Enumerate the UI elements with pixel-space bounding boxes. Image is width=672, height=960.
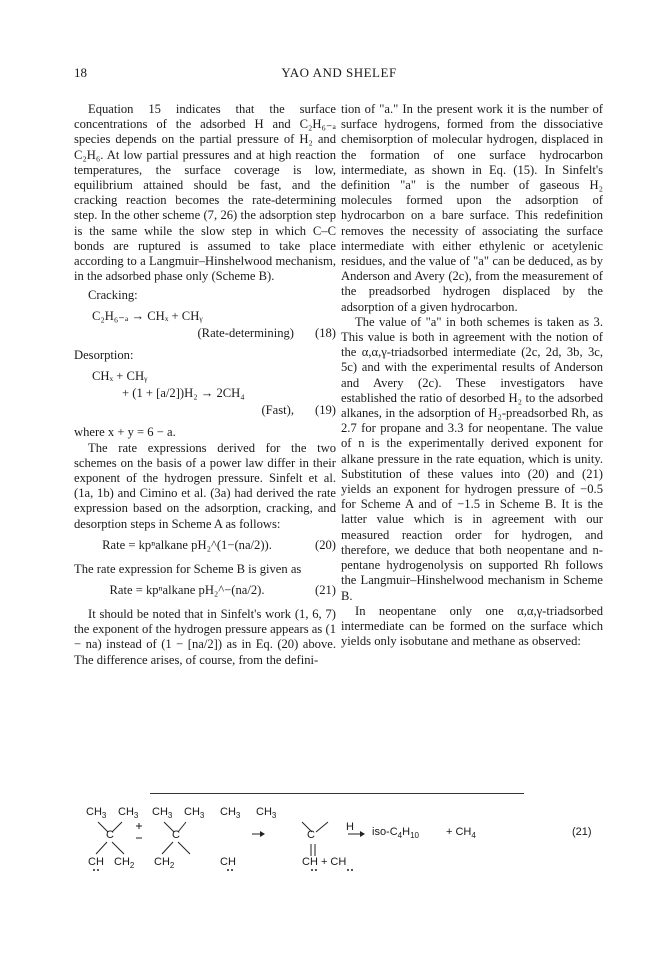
equation-18-line1: C₂H₆₋ₐ → CHₓ + CHᵧ: [92, 308, 203, 323]
where-clause: where x + y = 6 − a.: [74, 425, 176, 440]
divider-rule: [150, 793, 524, 794]
equation-number: (18): [315, 325, 336, 340]
equation-21: [74, 583, 336, 601]
equation-number: (21): [315, 583, 336, 598]
product-isobutane: iso-$C_4H_{10}$: [372, 826, 419, 841]
equation-19: [74, 403, 336, 421]
paragraph: The rate expression for Scheme B is given as: [74, 561, 302, 576]
surface-ch2-group: $CH_2$: [114, 856, 135, 871]
surface-ch2-group: $CH_2$: [154, 856, 175, 871]
equation-20: [74, 538, 336, 556]
surface-ch-group: CH: [88, 856, 104, 868]
quaternary-carbon: C: [106, 829, 114, 841]
right-column: [341, 102, 603, 649]
equation-20-body: Rate = kpⁿalkane pH₂^(1−(na/2)).: [102, 537, 272, 552]
page-number: 18: [74, 65, 87, 80]
equation-21-body: Rate = kpⁿalkane pH₂^−(na/2).: [109, 583, 265, 598]
surface-ch-pair: CH + CH: [302, 856, 347, 868]
hydrogen-label: H: [346, 821, 354, 833]
left-column: [74, 102, 336, 668]
surface-ch-group: CH: [220, 856, 236, 868]
methyl-group: $CH_3$: [86, 806, 107, 821]
reaction-scheme: [74, 798, 614, 878]
equation-19-line1: CHₓ + CHᵧ: [92, 369, 148, 384]
quaternary-carbon: C: [172, 829, 180, 841]
paragraph: tion of "a." In the present work it is the number of surface hydrogens, formed from the dissociative chemisorption of molecular hydrogen, displaced in the formation of one surface hydrocarbon intermediate, as shown in Eq. (15). In Sinfelt's definition "a" is the number of gaseous H₂ molecules formed upon the adsorption of hydrocarbon on a bare surface. This redefinition removes the necessity of associating the surface intermediate with either ethylenic or acetylenic residues, and the value of "a" can be deduced, as by Anderson and Avery (2c), from the measurement of the preadsorbed hydrogen displaced by the adsorption of a given hydrocarbon.: [341, 102, 603, 314]
equation-number: (19): [315, 403, 336, 418]
paragraph: The value of "a" in both schemes is taken as 3. This value is both in agreement with the notion of the α,α,γ-triadsorbed intermediate (2c, 2d, 3b, 3c, 5c) and with the experimental results of Anderson and Avery (2c). These investigators have established the ratio of desorbed H₂ to the adsorbed alkanes, in the adsorption of H₂-preadsorbed Rh, as 2.7 for propane and 3.3 for neopentane. The value of n is the experimentally derived exponent for alkane pressure in the rate equation, which is unity. Substitution of these values into (20) and (21) yields an exponent for hydrogen pressure of −0.5 for Scheme A and of −1.5 in Scheme B. It is the latter value which is in agreement with our measured reaction order for hydrogen, and therefore, we deduce that both neopentane and n-pentane hydrogenolysis on supported Rh follows the Langmuir–Hinshelwood mechanism in Scheme B.: [341, 314, 603, 603]
methyl-group: $CH_3$: [220, 806, 241, 821]
running-head: YAO AND SHELEF: [281, 65, 397, 80]
paragraph: In neopentane only one α,α,γ-triadsorbed intermediate can be formed on the surface which yields only isobutane and methane as observed:: [341, 603, 603, 649]
methyl-group: $CH_3$: [118, 806, 139, 821]
paragraph: It should be noted that in Sinfelt's work (1, 6, 7) the exponent of the hydrogen pressure appears as (1 − na) instead of (1 − [na/2]) as in Eq. (20) above. The difference arises, of course, from the defini-: [74, 607, 336, 667]
desorption-label: Desorption:: [74, 347, 134, 362]
methyl-group: $CH_3$: [184, 806, 205, 821]
quaternary-carbon: C: [307, 829, 315, 841]
equation-number: (20): [315, 537, 336, 552]
page-header: [74, 65, 604, 83]
methyl-group: $CH_3$: [256, 806, 277, 821]
equation-18: [74, 326, 336, 344]
equation-number: (21): [572, 826, 592, 838]
product-methane: + $CH_4$: [446, 826, 476, 841]
paragraph: Equation 15 indicates that the surface concentrations of the adsorbed H and C₂H₆₋ₐ species depends on the partial pressure of H₂ and C₂H₆. At low partial pressures and at high reaction temperatures, the surface coverage is low, equilibrium attained should be fast, and the cracking reaction becomes the rate-determining step. In the other scheme (7, 26) the adsorption step is the same while the slow step in which C–C bonds are ruptured is assumed to take place according to a Langmuir–Hinshelwood mechanism, in the adsorbed phase only (Scheme B).: [74, 102, 336, 284]
equation-19-line2: + (1 + [a/2])H₂ → 2CH₄: [122, 386, 245, 401]
equation-18-condition: (Rate-determining): [197, 325, 294, 340]
equation-19-condition: (Fast),: [261, 403, 294, 418]
cracking-label: Cracking:: [88, 288, 138, 303]
methyl-group: $CH_3$: [152, 806, 173, 821]
paragraph: The rate expressions derived for the two schemes on the basis of a power law differ in their exponent of the hydrogen pressure. Sinfelt et al. (1a, 1b) and Cimino et al. (3a) had derived the rate expression based on the adsorption, cracking, and desorption steps in Scheme A as follows:: [74, 440, 336, 531]
